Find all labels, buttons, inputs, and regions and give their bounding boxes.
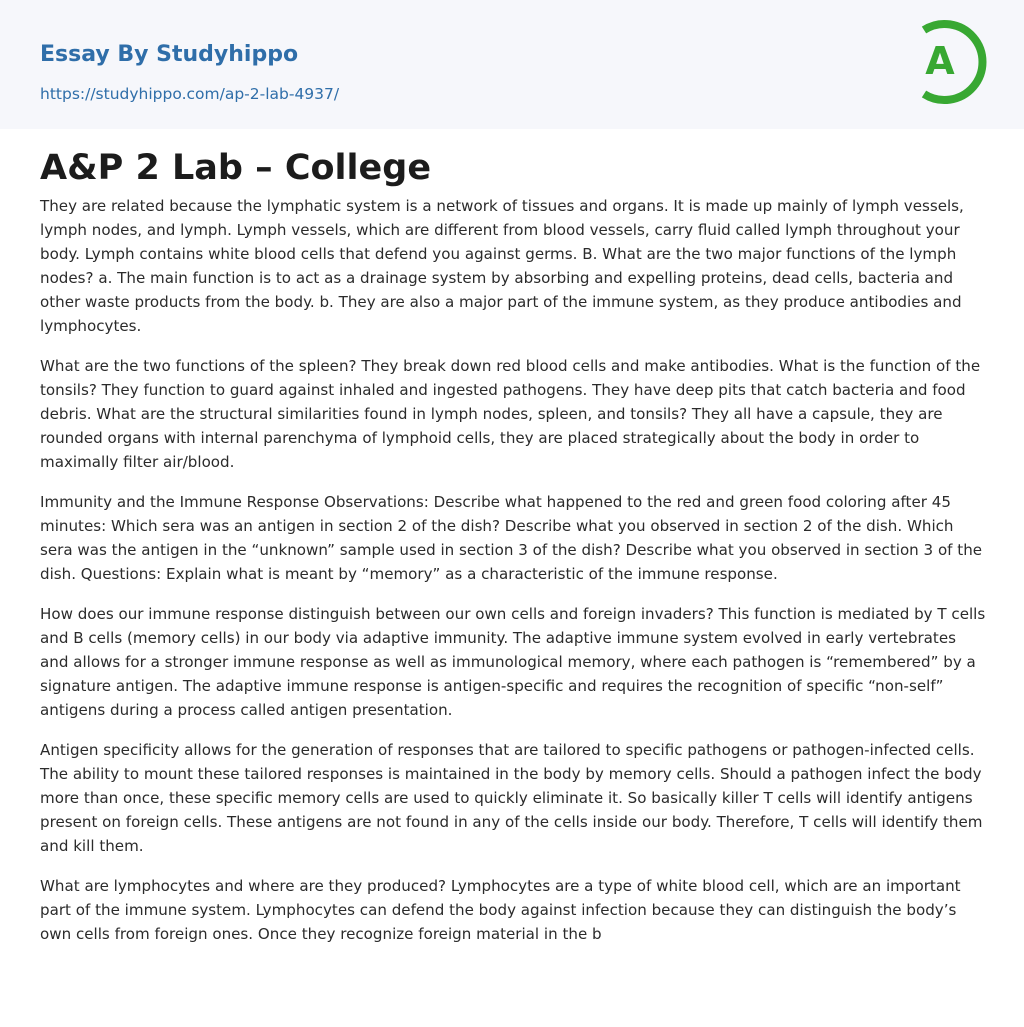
- studyhippo-logo-icon[interactable]: [902, 16, 992, 108]
- article-title: A&P 2 Lab – College: [40, 148, 432, 188]
- paragraph: What are the two functions of the spleen? They break down red blood cells and make antibodies. What is the function of the tonsils? They function to guard against inhaled and ingested pathogens. They have deep pits that catch bacteria and food debris. What are the structural similarities found in lymph nodes, spleen, and tonsils? They all have a capsule, they are rounded organs with internal parenchyma of lymphoid cells, they are placed strategically about the body in order to maximally filter air/blood.: [40, 357, 981, 471]
- paragraph: Immunity and the Immune Response Observations: Describe what happened to the red and green food coloring after 45 minutes: Which sera was an antigen in section 2 of the dish? Describe what you observed in section 2 of the dish. Which sera was the antigen in the “unknown” sample used in section 3 of the dish? Describe what you observed in section 3 of the dish. Questions: Explain what is meant by “memory” as a characteristic of the immune response.: [40, 493, 983, 583]
- paragraph: How does our immune response distinguish between our own cells and foreign invaders? This function is mediated by T cells and B cells (memory cells) in our body via adaptive immunity. The adaptive immune system evolved in early vertebrates and allows for a stronger immune response as well as immunological memory, where each pathogen is “remembered” by a signature antigen. The adaptive immune response is antigen-specific and requires the recognition of specific “non-self” antigens during a process called antigen presentation.: [40, 605, 986, 719]
- paragraph: What are lymphocytes and where are they produced? Lymphocytes are a type of white blood cell, which are an important part of the immune system. Lymphocytes can defend the body against infection because they can distinguish the body’s own cells from foreign ones. Once they recognize foreign material in the b: [40, 877, 961, 943]
- article-body: [40, 194, 986, 962]
- paragraph: They are related because the lymphatic system is a network of tissues and organs. It is made up mainly of lymph vessels, lymph nodes, and lymph. Lymph vessels, which are different from blood vessels, carry fluid called lymph throughout your body. Lymph contains white blood cells that defend you against germs. B. What are the two major functions of the lymph nodes? a. The main function is to act as a drainage system by absorbing and expelling proteins, dead cells, bacteria and other waste products from the body. b. They are also a major part of the immune system, as they produce antibodies and lymphocytes.: [40, 197, 964, 335]
- logo-letter: A: [925, 39, 955, 83]
- site-brand[interactable]: Essay By Studyhippo: [40, 42, 299, 67]
- paragraph: Antigen specificity allows for the generation of responses that are tailored to specific pathogens or pathogen-infected cells. The ability to mount these tailored responses is maintained in the body by memory cells. Should a pathogen infect the body more than once, these specific memory cells are used to quickly eliminate it. So basically killer T cells will identify antigens present on foreign cells. These antigens are not found in any of the cells inside our body. Therefore, T cells will identify them and kill them.: [40, 741, 983, 855]
- source-url-link[interactable]: https://studyhippo.com/ap-2-lab-4937/: [40, 85, 340, 103]
